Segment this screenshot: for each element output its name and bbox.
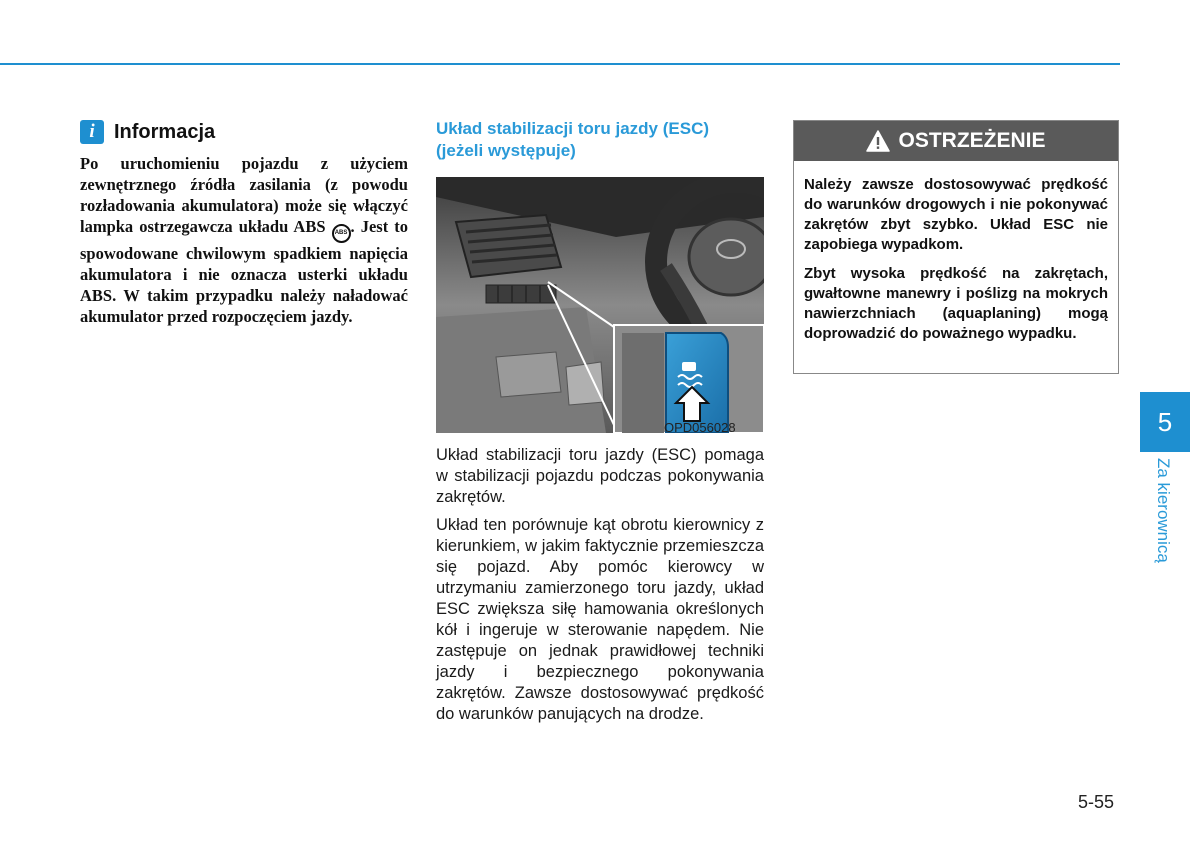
dashboard-illustration	[436, 177, 764, 433]
warning-header	[794, 121, 1118, 161]
top-rule	[0, 63, 1120, 65]
information-body	[80, 153, 408, 327]
warning-box	[793, 120, 1119, 374]
information-text-1: Po uruchomieniu pojazdu z użyciem zewnętrznego źródła zasilania (z powodu rozładowania akumulatora) może się włączyć lampka ostrzegawcza układu ABS	[80, 154, 408, 236]
information-title: Informacja	[114, 120, 216, 143]
warning-body	[794, 161, 1118, 344]
info-icon: i	[80, 120, 104, 144]
chapter-tab: 5	[1140, 392, 1190, 452]
abs-warning-icon: ABS	[332, 224, 351, 243]
esc-title-line-2: (jeżeli występuje)	[436, 141, 576, 160]
information-heading	[80, 120, 215, 144]
warning-paragraph-1: Należy zawsze dostosowywać prędkość do warunków drogowych i nie pokonywać zakrętów zbyt szybko. Układ ESC nie zapobiega wypadkom.	[804, 176, 1108, 253]
warning-paragraph-2: Zbyt wysoka prędkość na zakrętach, gwałtowne manewry i poślizg na mokrych nawierzchniach (aquaplaning) mogą doprowadzić do poważnego wypadku.	[804, 265, 1108, 342]
figure-code: OPD056028	[664, 420, 736, 435]
esc-title-line-1: Układ stabilizacji toru jazdy (ESC)	[436, 119, 710, 138]
esc-section-title	[436, 118, 766, 162]
esc-paragraph-2: Układ ten porównuje kąt obrotu kierownicy z kierunkiem, w jakim faktycznie przemieszcza się pojazd. Aby pomóc kierowcy w utrzymaniu zamierzonego toru jazdy, układ ESC zwiększa siłę hamowania określonych kół i ingeruje w sterowanie napędem. Nie zastępuje on jednak prawidłowej techniki jazdy i bezpiecznego pokonywania zakrętów. Zawsze dostosowywać prędkość do warunków panujących na drodze.	[436, 516, 764, 723]
page-number: 5-55	[1078, 792, 1115, 812]
warning-title: OSTRZEŻENIE	[898, 129, 1046, 152]
esc-button-illustration	[436, 177, 764, 433]
warning-triangle-icon	[866, 130, 890, 152]
information-text-2: . Jest to spowodowane chwilowym spadkiem napięcia akumulatora i nie oznacza usterki układu ABS. W takim przypadku należy naładować akumulator przed rozpoczęciem jazdy.	[80, 217, 408, 326]
esc-paragraph-1: Układ stabilizacji toru jazdy (ESC) pomaga w stabilizacji pojazdu podczas pokonywania zakrętów.	[436, 446, 764, 506]
chapter-name: Za kierownicą	[1154, 458, 1173, 563]
